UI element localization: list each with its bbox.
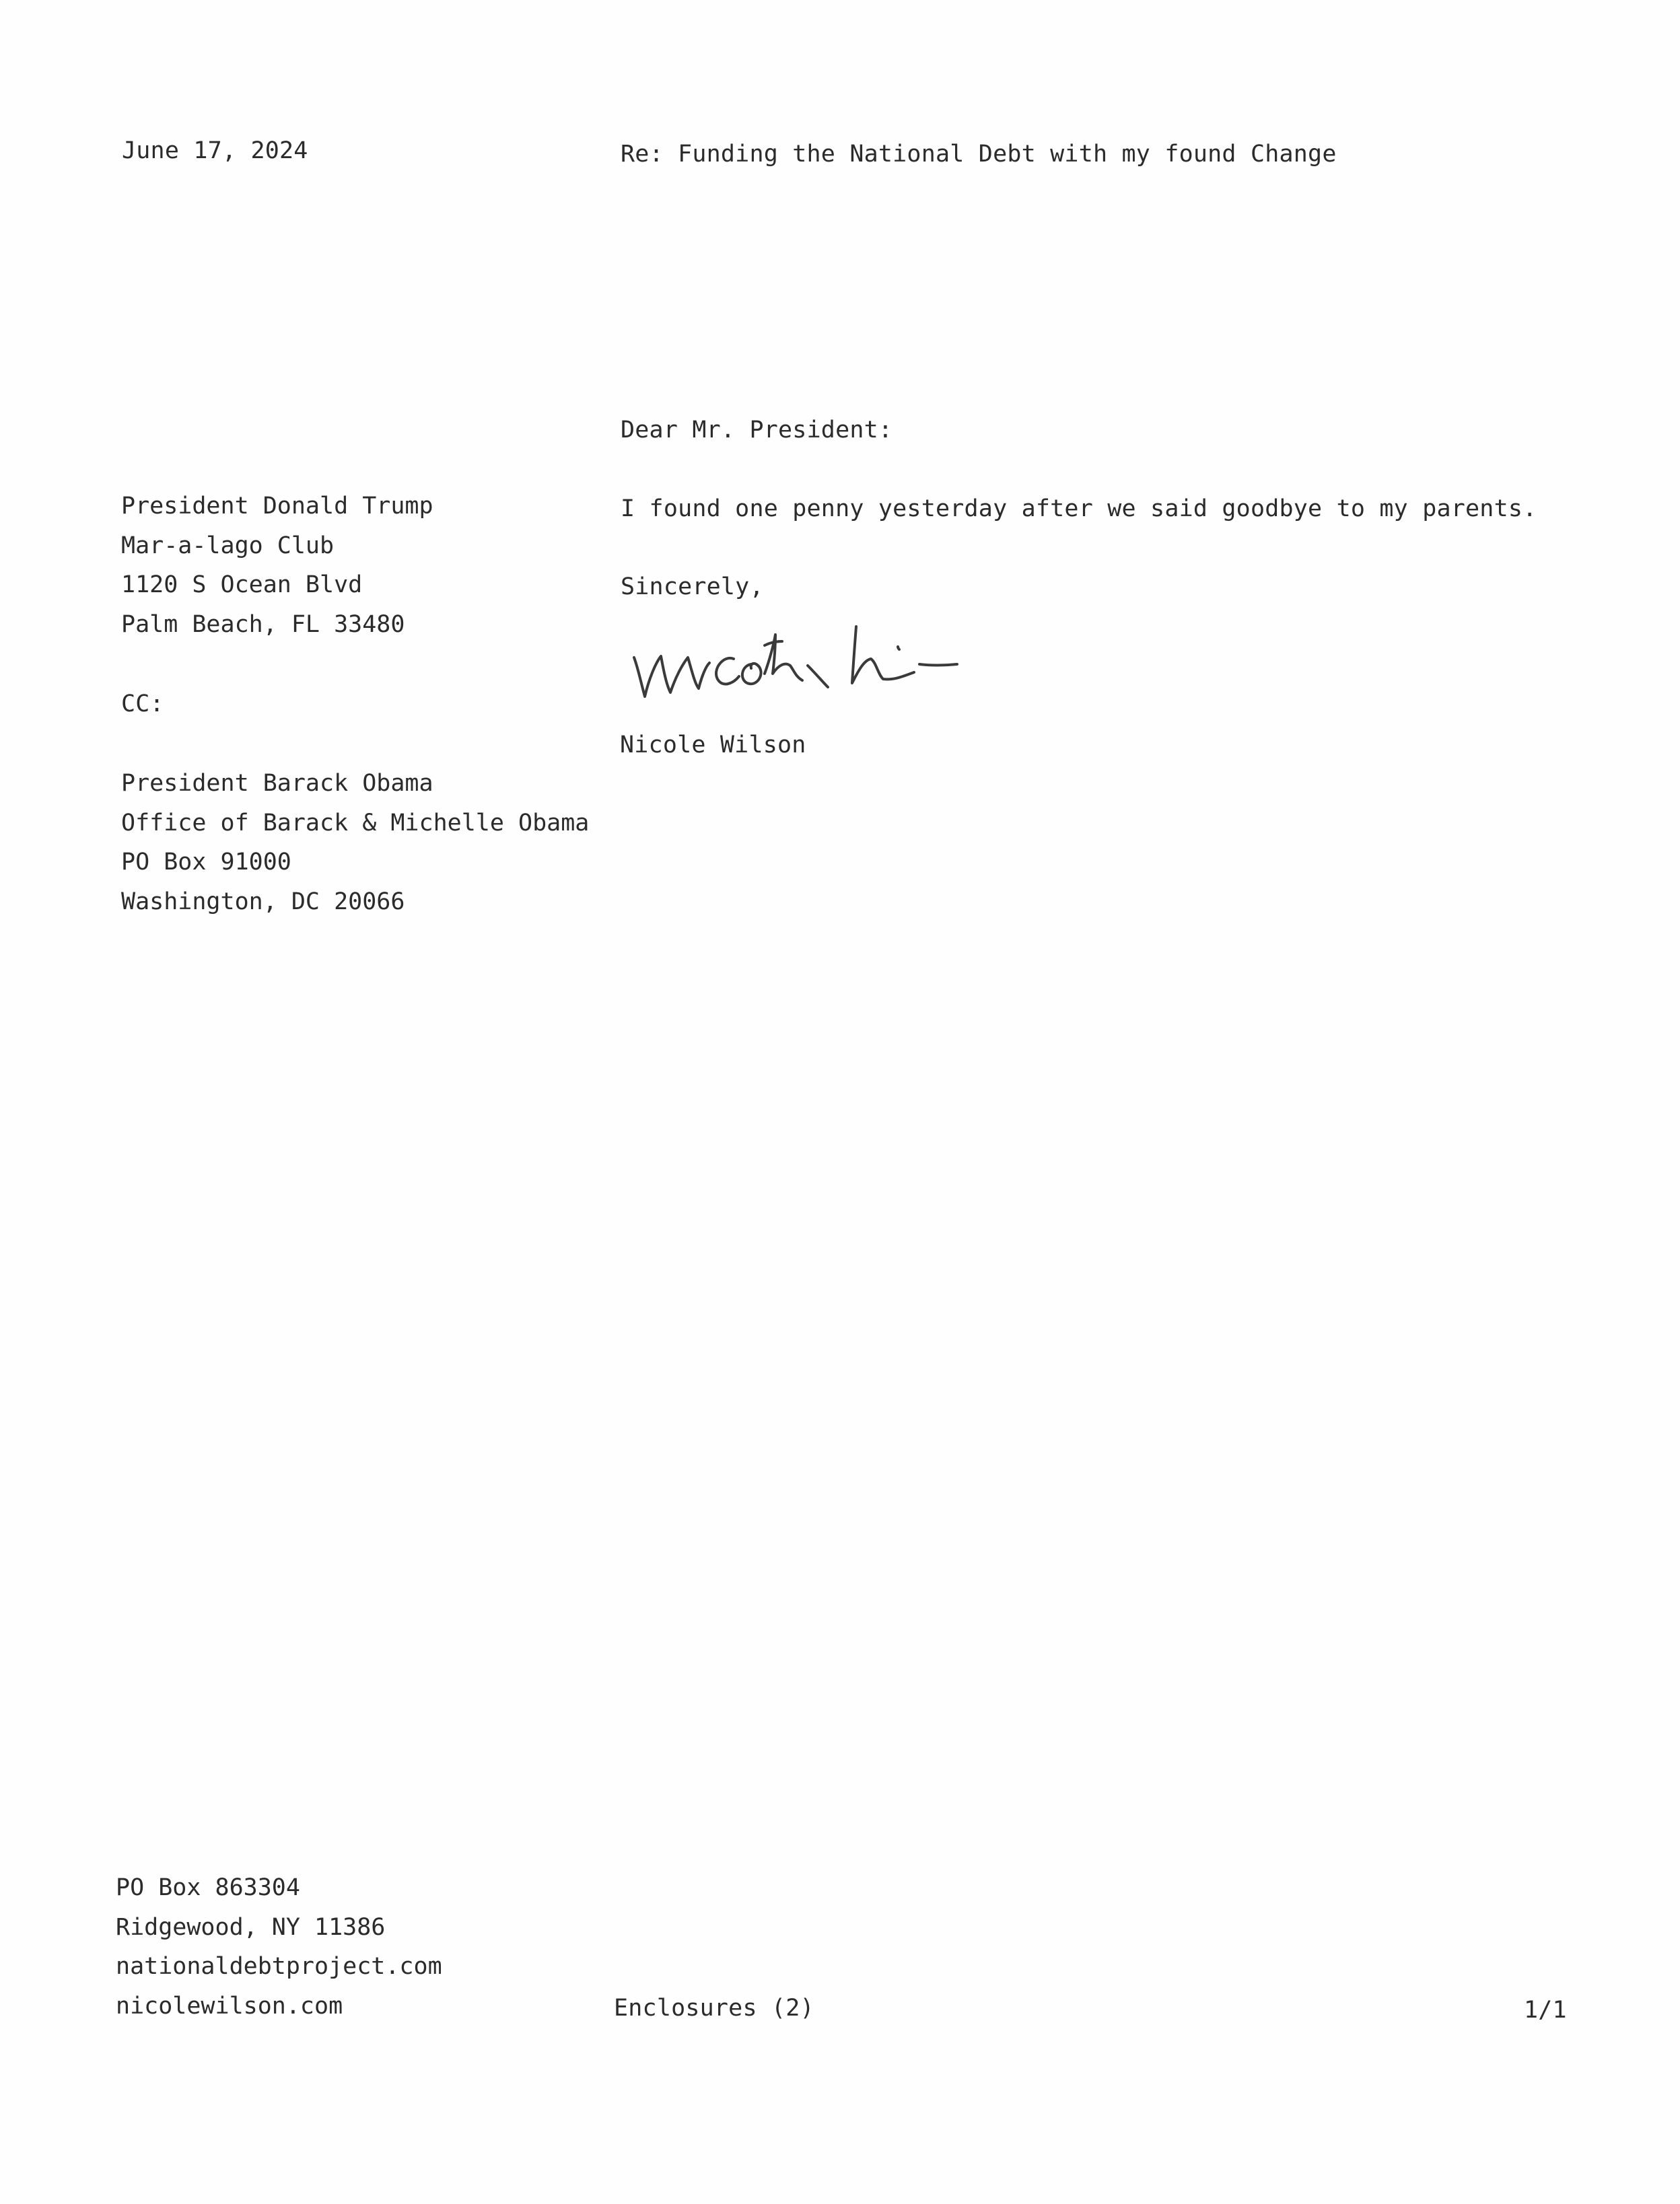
signer-name: Nicole Wilson (620, 732, 806, 758)
sender-line: Ridgewood, NY 11386 (116, 1913, 386, 1941)
salutation: Dear Mr. President: (621, 417, 893, 443)
recipient-line: Palm Beach, FL 33480 (121, 610, 405, 638)
handwritten-signature (626, 609, 976, 710)
page-number: 1/1 (1524, 1997, 1567, 2024)
recipient-line: President Donald Trump (121, 493, 433, 520)
closing: Sincerely, (621, 573, 764, 600)
cc-line: Washington, DC 20066 (121, 888, 405, 915)
recipient-address (121, 487, 433, 644)
recipient-line: Mar-a-lago Club (121, 532, 335, 559)
letter-subject: Re: Funding the National Debt with my found Change (621, 141, 1337, 168)
cc-address (121, 764, 589, 921)
cc-label: CC: (121, 690, 164, 717)
sender-line: nicolewilson.com (116, 1992, 343, 2020)
letter-body: I found one penny yesterday after we said goodbye to my parents. (621, 495, 1537, 522)
cc-line: President Barack Obama (121, 770, 433, 797)
sender-address (116, 1868, 442, 2026)
enclosures: Enclosures (2) (614, 1995, 814, 2022)
cc-line: PO Box 91000 (121, 849, 291, 876)
sender-line: nationaldebtproject.com (116, 1953, 442, 1980)
recipient-line: 1120 S Ocean Blvd (121, 571, 363, 598)
letter-date: June 17, 2024 (122, 137, 308, 164)
sender-line: PO Box 863304 (116, 1874, 300, 1901)
cc-line: Office of Barack & Michelle Obama (121, 809, 590, 837)
